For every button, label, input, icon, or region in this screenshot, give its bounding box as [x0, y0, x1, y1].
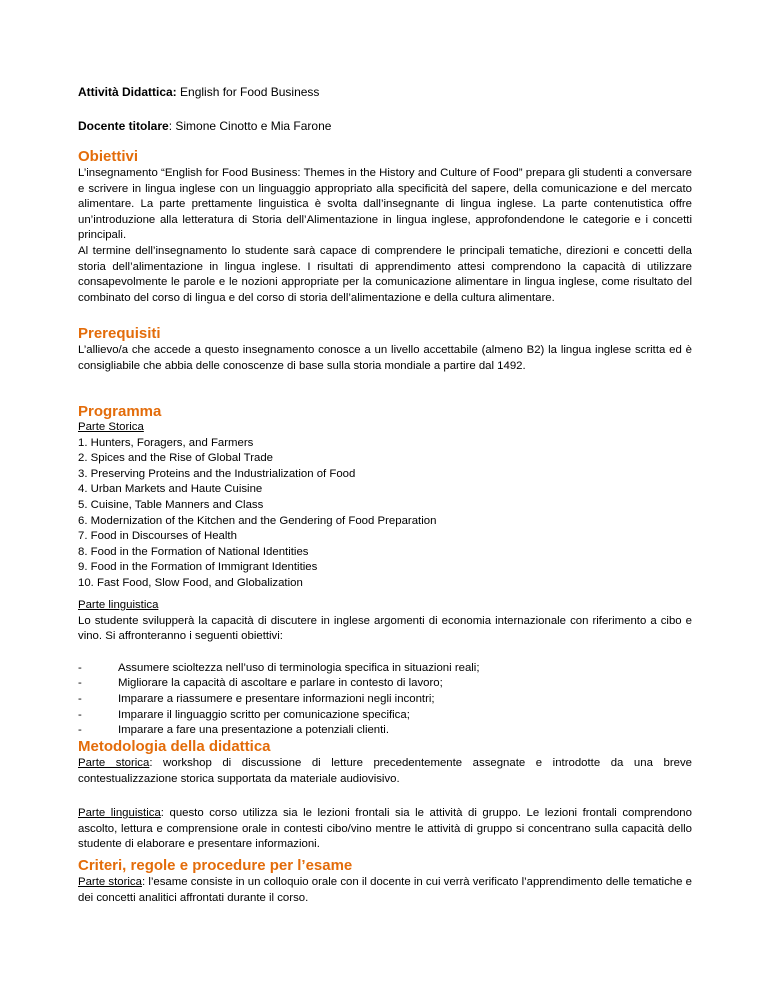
list-item: - Imparare a riassumere e presentare informazioni negli incontri; [78, 692, 692, 708]
activity-line [78, 84, 319, 100]
list-item: 10. Fast Food, Slow Food, and Globalization [78, 576, 303, 589]
activity-label: Attività Didattica: [78, 85, 177, 99]
criteri-storica [78, 875, 692, 906]
linguistica-intro: Lo studente svilupperà la capacità di discutere in inglese argomenti di economia internazionale con riferimento a cibo e vino. Si affronteranno i seguenti obiettivi: [78, 614, 692, 643]
list-item: 1. Hunters, Foragers, and Farmers [78, 436, 254, 449]
criteri-heading: Criteri, regole e procedure per l’esame [78, 857, 353, 874]
parte-storica-label: Parte Storica [78, 421, 144, 433]
obiettivi-section [78, 166, 692, 306]
metodologia-storica-text: : workshop di discussione di letture precedentemente assegnate e introdotte da una breve contestualizzazione storica supportata da materiale audiovisivo. [78, 757, 692, 785]
activity-value: English for Food Business [176, 85, 320, 99]
teacher-label: Docente titolare [78, 119, 169, 133]
criteri-storica-text: : l’esame consiste in un colloquio orale con il docente in cui verrà verificato l’apprendimento delle tematiche e dei concetti analitici affrontati durante il corso. [78, 876, 692, 904]
metodologia-storica [78, 756, 692, 787]
dash-bullet: - [78, 677, 82, 690]
list-item: 5. Cuisine, Table Manners and Class [78, 498, 264, 511]
dash-bullet: - [78, 708, 82, 721]
programma-linguistica [78, 598, 692, 739]
list-item: 3. Preserving Proteins and the Industrialization of Food [78, 467, 356, 480]
prerequisiti-section [78, 343, 692, 374]
list-item: 7. Food in Discourses of Health [78, 530, 237, 543]
dash-bullet: - [78, 692, 82, 705]
parte-linguistica-label: Parte linguistica [78, 599, 159, 611]
dash-bullet: - [78, 661, 82, 674]
programma-heading: Programma [78, 403, 162, 420]
metodologia-linguistica-label: Parte linguistica [78, 807, 161, 819]
obiettivi-paragraph-2: Al termine dell’insegnamento lo studente sarà capace di comprendere le principali tematiche, direzioni e concetti della storia dell’alimentazione in lingua inglese. I risultati di apprendimento attesi comprendono la capacità di utilizzare consapevolmente le parole e le nozioni appropriate per la comunicazione alimentare in lingua inglese, come risultato del combinato del corso di lingua e del corso di storia dell’alimentazione e della cultura alimentare. [78, 244, 692, 304]
list-item: - Imparare a fare una presentazione a potenziali clienti. [78, 723, 692, 739]
list-item: - Migliorare la capacità di ascoltare e parlare in contesto di lavoro; [78, 676, 692, 692]
metodologia-linguistica [78, 806, 692, 853]
dash-bullet: - [78, 724, 82, 737]
list-item: - Imparare il linguaggio scritto per comunicazione specifica; [78, 708, 692, 724]
metodologia-linguistica-text: : questo corso utilizza sia le lezioni frontali sia le attività di gruppo. Le lezioni frontali comprendono ascolto, lettura e comprensione orale in contesti cibo/vino mentre le attività di gruppo si concentrano sulla capacità dello studente di elaborare e presentare informazioni. [78, 807, 692, 851]
teacher-line [78, 118, 331, 134]
obiettivi-heading: Obiettivi [78, 148, 139, 165]
programma-storica [78, 420, 692, 592]
obiettivi-paragraph-1: L’insegnamento “English for Food Business: Themes in the History and Culture of Food” prepara gli studenti a conversare e scrivere in lingua inglese con un linguaggio appropriato alla specificità del sapere, della comunicazione e del mercato alimentare. La parte prettamente linguistica è svolta dall’insegnante di lingua inglese. La parte contenutistica offre un’introduzione alla letteratura di Storia dell’Alimentazione in lingua inglese, approfondendone le categorie e i concetti principali. [78, 167, 692, 242]
list-item: - Assumere scioltezza nell’uso di terminologia specifica in situazioni reali; [78, 661, 692, 677]
prerequisiti-paragraph: L’allievo/a che accede a questo insegnamento conosce a un livello accettabile (almeno B2) la lingua inglese scritta ed è consigliabile che abbia delle conoscenze di base sulla storia mondiale a partire dal 1492. [78, 344, 692, 372]
list-item: 6. Modernization of the Kitchen and the Gendering of Food Preparation [78, 514, 437, 527]
metodologia-storica-label: Parte storica [78, 757, 150, 769]
prerequisiti-heading: Prerequisiti [78, 325, 161, 342]
list-item: 2. Spices and the Rise of Global Trade [78, 452, 274, 465]
list-item: 9. Food in the Formation of Immigrant Identities [78, 561, 318, 574]
storica-topic-list [78, 436, 692, 592]
metodologia-heading: Metodologia della didattica [78, 738, 271, 755]
linguistica-objectives-list [78, 661, 692, 739]
criteri-storica-label: Parte storica [78, 876, 142, 888]
list-item: 4. Urban Markets and Haute Cuisine [78, 483, 263, 496]
list-item: 8. Food in the Formation of National Identities [78, 545, 309, 558]
teacher-value: : Simone Cinotto e Mia Farone [168, 119, 332, 133]
